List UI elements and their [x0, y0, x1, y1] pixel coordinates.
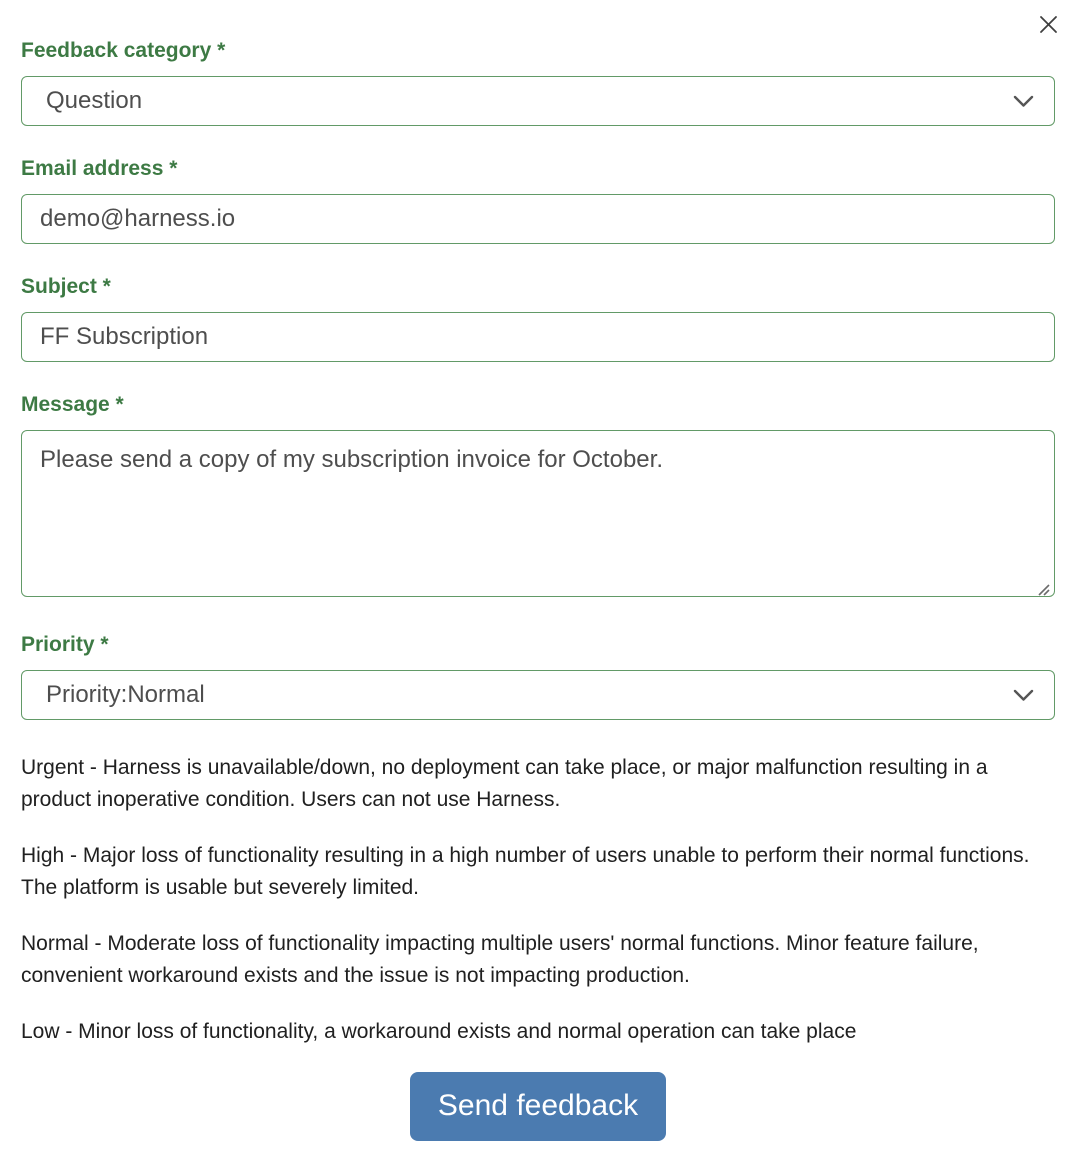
- close-button[interactable]: [1034, 10, 1062, 38]
- priority-description-normal: Normal - Moderate loss of functionality impacting multiple users' normal functions. Minor feature failure, convenient workaround exists and the issue is not impacting production.: [21, 932, 979, 987]
- feedback-category-selected-value: Question: [46, 87, 143, 114]
- resize-grip-icon[interactable]: [1036, 582, 1050, 596]
- priority-select[interactable]: [21, 670, 1055, 720]
- priority-field-group: [21, 634, 1055, 720]
- priority-label: Priority *: [21, 633, 109, 656]
- message-textarea-wrap: [21, 430, 1055, 602]
- send-feedback-button[interactable]: Send feedback: [410, 1072, 666, 1141]
- priority-description-low: Low - Minor loss of functionality, a workaround exists and normal operation can take place: [21, 1020, 857, 1043]
- subject-label: Subject *: [21, 275, 111, 298]
- priority-description-urgent: Urgent - Harness is unavailable/down, no deployment can take place, or major malfunction resulting in a product inoperative condition. Users can not use Harness.: [21, 756, 988, 811]
- message-textarea[interactable]: [21, 430, 1055, 597]
- subject-field-group: [21, 276, 1055, 362]
- subject-input[interactable]: [21, 312, 1055, 362]
- x-close-icon: [1039, 15, 1058, 34]
- chevron-down-icon: [1013, 95, 1034, 108]
- email-label: Email address *: [21, 157, 178, 180]
- message-field-group: [21, 394, 1055, 602]
- priority-description-high: High - Major loss of functionality resulting in a high number of users unable to perform their normal functions. The platform is usable but severely limited.: [21, 844, 1030, 899]
- feedback-category-label: Feedback category *: [21, 39, 226, 62]
- email-field-group: [21, 158, 1055, 244]
- feedback-category-select[interactable]: [21, 76, 1055, 126]
- feedback-category-field: [21, 40, 1055, 126]
- email-input[interactable]: [21, 194, 1055, 244]
- chevron-down-icon: [1013, 689, 1034, 702]
- priority-selected-value: Priority:Normal: [46, 681, 205, 708]
- message-label: Message *: [21, 393, 124, 416]
- priority-descriptions: [21, 752, 1055, 1048]
- button-row: [21, 1072, 1055, 1141]
